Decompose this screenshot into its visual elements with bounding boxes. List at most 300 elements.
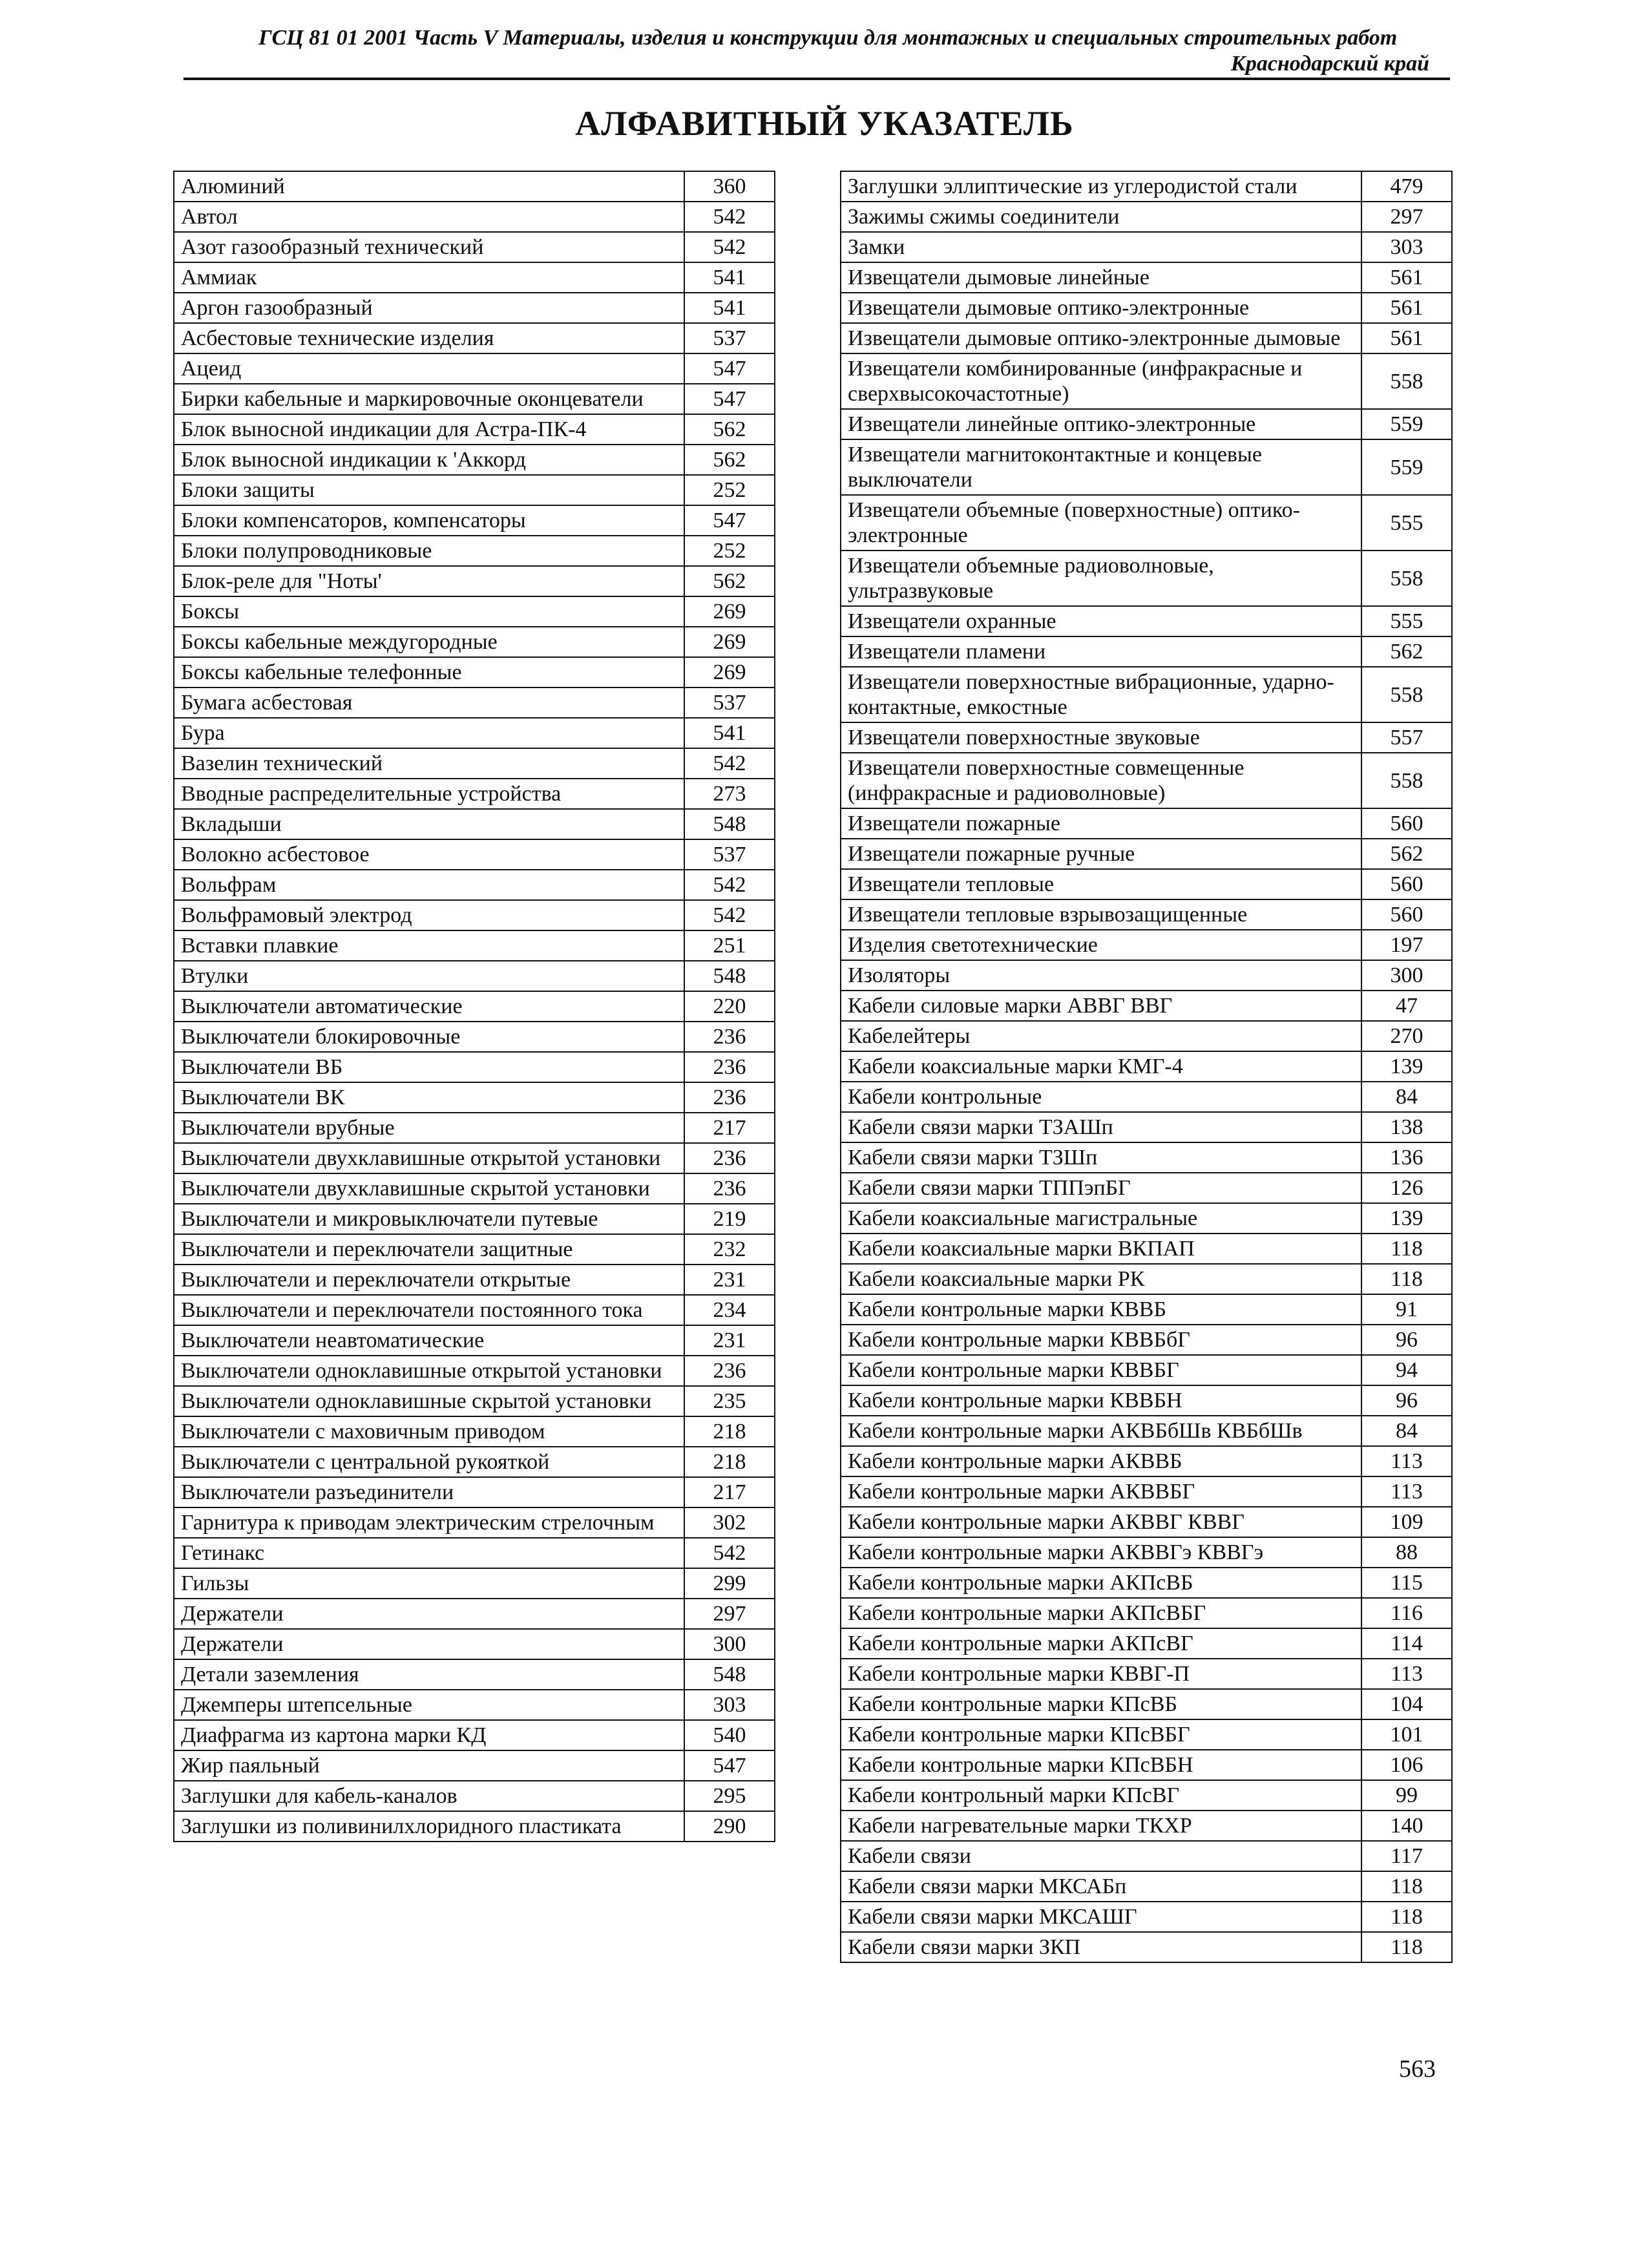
index-entry-page: 558 xyxy=(1361,353,1452,409)
index-row xyxy=(174,688,775,718)
index-entry-page: 113 xyxy=(1361,1446,1452,1476)
index-row xyxy=(841,869,1452,899)
index-entry-name: Извещатели пожарные xyxy=(841,808,1361,839)
index-entry-page: 236 xyxy=(684,1356,775,1386)
index-entry-name: Гетинакс xyxy=(174,1538,684,1568)
index-row xyxy=(174,1599,775,1629)
index-entry-name: Извещатели поверхностные звуковые xyxy=(841,722,1361,753)
index-row xyxy=(841,409,1452,439)
index-entry-name: Кабели связи xyxy=(841,1841,1361,1871)
index-entry-name: Автол xyxy=(174,202,684,232)
index-row xyxy=(841,1659,1452,1689)
index-entry-page: 558 xyxy=(1361,667,1452,722)
index-entry-page: 218 xyxy=(684,1447,775,1477)
index-row xyxy=(841,293,1452,323)
index-entry-page: 303 xyxy=(1361,232,1452,262)
index-entry-name: Выключатели с центральной рукояткой xyxy=(174,1447,684,1477)
header-rule xyxy=(184,78,1450,80)
index-row xyxy=(174,171,775,202)
index-entry-name: Аммиак xyxy=(174,262,684,293)
index-entry-name: Гильзы xyxy=(174,1568,684,1599)
index-entry-page: 236 xyxy=(684,1052,775,1082)
index-entry-page: 139 xyxy=(1361,1051,1452,1082)
index-row xyxy=(174,1356,775,1386)
index-row xyxy=(841,1871,1452,1902)
index-entry-page: 218 xyxy=(684,1416,775,1447)
index-row xyxy=(174,870,775,900)
index-entry-page: 547 xyxy=(684,384,775,414)
index-row xyxy=(174,1234,775,1265)
index-entry-name: Асбестовые технические изделия xyxy=(174,323,684,353)
index-entry-page: 562 xyxy=(684,414,775,445)
index-entry-name: Кабели связи марки ТЗАШп xyxy=(841,1112,1361,1142)
index-row xyxy=(174,232,775,262)
index-entry-page: 557 xyxy=(1361,722,1452,753)
index-entry-page: 84 xyxy=(1361,1082,1452,1112)
index-row xyxy=(841,1082,1452,1112)
index-entry-page: 540 xyxy=(684,1720,775,1750)
index-entry-page: 269 xyxy=(684,596,775,627)
index-row xyxy=(174,384,775,414)
index-entry-page: 140 xyxy=(1361,1811,1452,1841)
index-row xyxy=(174,1538,775,1568)
index-row xyxy=(174,1447,775,1477)
index-entry-page: 300 xyxy=(684,1629,775,1659)
index-entry-name: Заглушки из поливинилхлоридного пластиката xyxy=(174,1811,684,1842)
index-row xyxy=(841,262,1452,293)
index-row xyxy=(174,1781,775,1811)
index-entry-name: Кабели контрольные марки КВВГ-П xyxy=(841,1659,1361,1689)
index-entry-name: Вкладыши xyxy=(174,809,684,839)
index-entry-name: Бумага асбестовая xyxy=(174,688,684,718)
index-entry-page: 138 xyxy=(1361,1112,1452,1142)
index-entry-name: Заглушки для кабель-каналов xyxy=(174,1781,684,1811)
index-row xyxy=(841,667,1452,722)
index-row xyxy=(841,439,1452,495)
index-entry-name: Жир паяльный xyxy=(174,1750,684,1781)
index-entry-name: Блоки компенсаторов, компенсаторы xyxy=(174,505,684,536)
index-entry-name: Извещатели тепловые взрывозащищенные xyxy=(841,899,1361,930)
index-entry-page: 220 xyxy=(684,991,775,1022)
index-entry-name: Держатели xyxy=(174,1629,684,1659)
index-entry-page: 561 xyxy=(1361,323,1452,353)
index-row xyxy=(174,475,775,505)
index-entry-page: 541 xyxy=(684,718,775,748)
index-entry-name: Изоляторы xyxy=(841,960,1361,991)
index-entry-page: 542 xyxy=(684,202,775,232)
index-entry-name: Кабели контрольные марки КВВБ xyxy=(841,1294,1361,1325)
index-row xyxy=(841,1355,1452,1385)
index-entry-page: 542 xyxy=(684,900,775,930)
index-row xyxy=(841,606,1452,636)
index-entry-page: 236 xyxy=(684,1022,775,1052)
index-row xyxy=(174,262,775,293)
index-row xyxy=(174,1173,775,1204)
index-entry-page: 88 xyxy=(1361,1537,1452,1568)
index-entry-name: Вазелин технический xyxy=(174,748,684,779)
index-entry-page: 231 xyxy=(684,1325,775,1356)
index-entry-name: Извещатели тепловые xyxy=(841,869,1361,899)
index-row xyxy=(174,1143,775,1173)
index-row xyxy=(841,1689,1452,1719)
index-entry-page: 562 xyxy=(684,566,775,596)
index-row xyxy=(841,1780,1452,1811)
index-entry-page: 232 xyxy=(684,1234,775,1265)
index-entry-page: 139 xyxy=(1361,1203,1452,1234)
index-entry-name: Кабели контрольные марки АКВВГ КВВГ xyxy=(841,1507,1361,1537)
index-entry-page: 96 xyxy=(1361,1325,1452,1355)
index-entry-name: Диафрагма из картона марки КД xyxy=(174,1720,684,1750)
index-entry-name: Выключатели двухклавишные открытой установки xyxy=(174,1143,684,1173)
index-row xyxy=(841,171,1452,202)
index-entry-name: Блок-реле для "Ноты' xyxy=(174,566,684,596)
index-entry-name: Боксы кабельные телефонные xyxy=(174,657,684,688)
index-row xyxy=(841,1446,1452,1476)
index-row xyxy=(841,1811,1452,1841)
index-entry-name: Кабели связи марки МКСАБп xyxy=(841,1871,1361,1902)
index-entry-page: 560 xyxy=(1361,899,1452,930)
index-entry-page: 252 xyxy=(684,475,775,505)
index-entry-page: 548 xyxy=(684,961,775,991)
index-entry-page: 561 xyxy=(1361,262,1452,293)
index-entry-name: Кабели коаксиальные марки ВКПАП xyxy=(841,1234,1361,1264)
index-row xyxy=(841,1628,1452,1659)
index-row xyxy=(841,1537,1452,1568)
index-entry-page: 118 xyxy=(1361,1932,1452,1962)
index-entry-name: Кабели контрольные марки КВВБбГ xyxy=(841,1325,1361,1355)
index-entry-page: 303 xyxy=(684,1690,775,1720)
index-row xyxy=(174,536,775,566)
index-entry-name: Выключатели и переключатели постоянного тока xyxy=(174,1295,684,1325)
index-entry-page: 561 xyxy=(1361,293,1452,323)
index-entry-page: 114 xyxy=(1361,1628,1452,1659)
index-row xyxy=(841,1416,1452,1446)
index-row xyxy=(174,1568,775,1599)
index-entry-name: Кабели связи марки ТЗШп xyxy=(841,1142,1361,1173)
index-entry-page: 96 xyxy=(1361,1385,1452,1416)
index-entry-page: 295 xyxy=(684,1781,775,1811)
index-entry-page: 99 xyxy=(1361,1780,1452,1811)
index-entry-page: 555 xyxy=(1361,606,1452,636)
index-entry-name: Извещатели комбинированные (инфракрасные и сверхвысокочастотные) xyxy=(841,353,1361,409)
index-entry-name: Блоки полупроводниковые xyxy=(174,536,684,566)
index-row xyxy=(174,323,775,353)
index-entry-page: 109 xyxy=(1361,1507,1452,1537)
index-entry-name: Извещатели пламени xyxy=(841,636,1361,667)
index-row xyxy=(841,1476,1452,1507)
index-row xyxy=(841,1173,1452,1203)
index-entry-name: Выключатели и микровыключатели путевые xyxy=(174,1204,684,1234)
index-entry-name: Детали заземления xyxy=(174,1659,684,1690)
index-row xyxy=(174,1690,775,1720)
index-entry-page: 101 xyxy=(1361,1719,1452,1750)
index-row xyxy=(841,753,1452,808)
index-entry-name: Кабели нагревательные марки ТКХР xyxy=(841,1811,1361,1841)
index-entry-name: Извещатели дымовые оптико-электронные дымовые xyxy=(841,323,1361,353)
index-entry-page: 542 xyxy=(684,1538,775,1568)
index-entry-page: 560 xyxy=(1361,808,1452,839)
index-entry-page: 562 xyxy=(1361,636,1452,667)
index-entry-page: 217 xyxy=(684,1477,775,1507)
index-entry-page: 197 xyxy=(1361,930,1452,960)
index-entry-name: Кабели контрольные xyxy=(841,1082,1361,1112)
index-row xyxy=(841,808,1452,839)
index-row xyxy=(174,1750,775,1781)
index-entry-page: 547 xyxy=(684,505,775,536)
index-entry-name: Выключатели с маховичным приводом xyxy=(174,1416,684,1447)
index-entry-page: 136 xyxy=(1361,1142,1452,1173)
index-entry-name: Выключатели и переключатели открытые xyxy=(174,1265,684,1295)
index-entry-name: Кабели коаксиальные марки КМГ-4 xyxy=(841,1051,1361,1082)
index-entry-name: Извещатели охранные xyxy=(841,606,1361,636)
index-row xyxy=(841,323,1452,353)
index-entry-page: 297 xyxy=(684,1599,775,1629)
index-entry-name: Блок выносной индикации для Астра-ПК-4 xyxy=(174,414,684,445)
index-entry-page: 251 xyxy=(684,930,775,961)
index-entry-page: 558 xyxy=(1361,753,1452,808)
index-entry-page: 236 xyxy=(684,1173,775,1204)
index-table-left xyxy=(173,171,775,1842)
index-entry-name: Блок выносной индикации к 'Аккорд xyxy=(174,445,684,475)
index-entry-name: Боксы xyxy=(174,596,684,627)
index-entry-name: Извещатели объемные (поверхностные) оптико-электронные xyxy=(841,495,1361,551)
index-row xyxy=(174,414,775,445)
index-entry-page: 84 xyxy=(1361,1416,1452,1446)
index-row xyxy=(841,1385,1452,1416)
index-entry-name: Кабели контрольные марки АКВВБ xyxy=(841,1446,1361,1476)
index-entry-page: 269 xyxy=(684,627,775,657)
running-header-region: Краснодарский край xyxy=(1230,52,1429,76)
index-entry-name: Кабели коаксиальные марки РК xyxy=(841,1264,1361,1294)
index-row xyxy=(841,1598,1452,1628)
index-row xyxy=(841,991,1452,1021)
index-entry-name: Извещатели объемные радиоволновые, ультразвуковые xyxy=(841,551,1361,606)
index-entry-name: Кабели контрольные марки КПсВБ xyxy=(841,1689,1361,1719)
index-row xyxy=(174,991,775,1022)
running-header: ГСЦ 81 01 2001 Часть V Материалы, изделия и конструкции для монтажных и специальных строительных работ xyxy=(258,26,1398,50)
index-entry-name: Выключатели ВК xyxy=(174,1082,684,1113)
index-entry-page: 269 xyxy=(684,657,775,688)
index-entry-name: Боксы кабельные междугородные xyxy=(174,627,684,657)
index-entry-page: 117 xyxy=(1361,1841,1452,1871)
index-entry-name: Держатели xyxy=(174,1599,684,1629)
index-entry-name: Кабели контрольные марки АКПсВГ xyxy=(841,1628,1361,1659)
index-entry-page: 548 xyxy=(684,1659,775,1690)
index-entry-name: Азот газообразный технический xyxy=(174,232,684,262)
index-entry-page: 547 xyxy=(684,1750,775,1781)
index-entry-name: Выключатели одноклавишные скрытой установки xyxy=(174,1386,684,1416)
index-entry-name: Извещатели поверхностные совмещенные (инфракрасные и радиоволновые) xyxy=(841,753,1361,808)
index-entry-page: 126 xyxy=(1361,1173,1452,1203)
index-row xyxy=(841,1841,1452,1871)
index-entry-page: 270 xyxy=(1361,1021,1452,1051)
index-row xyxy=(174,1295,775,1325)
index-entry-name: Кабели контрольные марки АКВВБГ xyxy=(841,1476,1361,1507)
index-row xyxy=(174,657,775,688)
index-entry-page: 252 xyxy=(684,536,775,566)
index-entry-page: 231 xyxy=(684,1265,775,1295)
index-entry-name: Кабелейтеры xyxy=(841,1021,1361,1051)
index-entry-name: Кабели силовые марки АВВГ ВВГ xyxy=(841,991,1361,1021)
index-entry-name: Кабели контрольные марки КВВБГ xyxy=(841,1355,1361,1385)
index-entry-name: Выключатели ВБ xyxy=(174,1052,684,1082)
index-row xyxy=(174,1325,775,1356)
index-row xyxy=(841,202,1452,232)
index-row xyxy=(841,1051,1452,1082)
index-entry-name: Вводные распределительные устройства xyxy=(174,779,684,809)
index-entry-page: 297 xyxy=(1361,202,1452,232)
index-row xyxy=(841,930,1452,960)
index-entry-page: 118 xyxy=(1361,1902,1452,1932)
index-row xyxy=(174,1082,775,1113)
index-entry-page: 479 xyxy=(1361,171,1452,202)
index-row xyxy=(841,495,1452,551)
index-entry-page: 537 xyxy=(684,688,775,718)
index-row xyxy=(841,1568,1452,1598)
index-entry-name: Извещатели линейные оптико-электронные xyxy=(841,409,1361,439)
index-entry-name: Выключатели и переключатели защитные xyxy=(174,1234,684,1265)
index-row xyxy=(841,1294,1452,1325)
index-entry-name: Кабели контрольные марки АКПсВБ xyxy=(841,1568,1361,1598)
index-row xyxy=(174,1265,775,1295)
index-entry-page: 118 xyxy=(1361,1264,1452,1294)
index-row xyxy=(841,1142,1452,1173)
index-row xyxy=(174,809,775,839)
index-entry-name: Вольфрамовый электрод xyxy=(174,900,684,930)
index-table-right xyxy=(840,171,1453,1963)
index-entry-name: Кабели контрольные марки КПсВБГ xyxy=(841,1719,1361,1750)
page-title: АЛФАВИТНЫЙ УКАЗАТЕЛЬ xyxy=(575,104,1074,143)
index-entry-name: Выключатели двухклавишные скрытой установки xyxy=(174,1173,684,1204)
index-entry-name: Кабели контрольные марки АКВВГэ КВВГэ xyxy=(841,1537,1361,1568)
index-entry-page: 91 xyxy=(1361,1294,1452,1325)
index-entry-page: 115 xyxy=(1361,1568,1452,1598)
index-row xyxy=(174,900,775,930)
index-entry-name: Кабели контрольные марки КВВБН xyxy=(841,1385,1361,1416)
index-entry-page: 562 xyxy=(1361,839,1452,869)
index-row xyxy=(174,961,775,991)
index-entry-name: Заглушки эллиптические из углеродистой стали xyxy=(841,171,1361,202)
index-row xyxy=(841,1719,1452,1750)
index-entry-page: 541 xyxy=(684,262,775,293)
index-row xyxy=(174,596,775,627)
index-entry-page: 542 xyxy=(684,870,775,900)
index-row xyxy=(841,899,1452,930)
index-entry-name: Выключатели одноклавишные открытой установки xyxy=(174,1356,684,1386)
index-entry-name: Изделия светотехнические xyxy=(841,930,1361,960)
index-entry-page: 104 xyxy=(1361,1689,1452,1719)
index-entry-name: Выключатели блокировочные xyxy=(174,1022,684,1052)
index-entry-page: 236 xyxy=(684,1143,775,1173)
index-entry-name: Кабели связи марки ЗКП xyxy=(841,1932,1361,1962)
index-entry-page: 235 xyxy=(684,1386,775,1416)
index-entry-name: Извещатели пожарные ручные xyxy=(841,839,1361,869)
index-entry-page: 537 xyxy=(684,839,775,870)
index-entry-page: 542 xyxy=(684,232,775,262)
index-entry-page: 47 xyxy=(1361,991,1452,1021)
index-entry-name: Выключатели неавтоматические xyxy=(174,1325,684,1356)
index-entry-page: 106 xyxy=(1361,1750,1452,1780)
index-row xyxy=(174,1052,775,1082)
index-row xyxy=(174,353,775,384)
index-entry-page: 559 xyxy=(1361,409,1452,439)
index-entry-page: 555 xyxy=(1361,495,1452,551)
index-row xyxy=(174,779,775,809)
index-entry-page: 299 xyxy=(684,1568,775,1599)
index-row xyxy=(174,1204,775,1234)
index-entry-page: 236 xyxy=(684,1082,775,1113)
index-row xyxy=(174,1386,775,1416)
index-entry-page: 542 xyxy=(684,748,775,779)
index-entry-name: Алюминий xyxy=(174,171,684,202)
index-row xyxy=(174,930,775,961)
index-entry-name: Выключатели автоматические xyxy=(174,991,684,1022)
index-entry-name: Кабели контрольные марки АКПсВБГ xyxy=(841,1598,1361,1628)
index-entry-page: 273 xyxy=(684,779,775,809)
index-entry-name: Аргон газообразный xyxy=(174,293,684,323)
index-row xyxy=(841,1203,1452,1234)
index-row xyxy=(174,748,775,779)
index-row xyxy=(174,1659,775,1690)
index-entry-name: Выключатели врубные xyxy=(174,1113,684,1143)
index-row xyxy=(174,1720,775,1750)
index-row xyxy=(174,202,775,232)
index-entry-page: 116 xyxy=(1361,1598,1452,1628)
index-entry-page: 290 xyxy=(684,1811,775,1842)
index-entry-page: 537 xyxy=(684,323,775,353)
index-entry-name: Кабели контрольные марки КПсВБН xyxy=(841,1750,1361,1780)
index-row xyxy=(174,627,775,657)
index-entry-page: 219 xyxy=(684,1204,775,1234)
index-entry-page: 548 xyxy=(684,809,775,839)
page-number: 563 xyxy=(1399,2055,1436,2083)
index-entry-name: Зажимы сжимы соединители xyxy=(841,202,1361,232)
index-row xyxy=(841,1264,1452,1294)
index-entry-page: 562 xyxy=(684,445,775,475)
index-entry-page: 217 xyxy=(684,1113,775,1143)
index-row xyxy=(841,1507,1452,1537)
index-row xyxy=(174,1416,775,1447)
index-entry-name: Извещатели дымовые оптико-электронные xyxy=(841,293,1361,323)
index-entry-name: Блоки защиты xyxy=(174,475,684,505)
index-entry-name: Извещатели дымовые линейные xyxy=(841,262,1361,293)
index-entry-page: 113 xyxy=(1361,1476,1452,1507)
index-row xyxy=(174,1022,775,1052)
index-row xyxy=(174,505,775,536)
index-row xyxy=(841,1750,1452,1780)
index-entry-name: Бура xyxy=(174,718,684,748)
index-entry-page: 558 xyxy=(1361,551,1452,606)
index-row xyxy=(174,293,775,323)
index-row xyxy=(174,445,775,475)
index-entry-page: 94 xyxy=(1361,1355,1452,1385)
index-entry-name: Втулки xyxy=(174,961,684,991)
index-row xyxy=(174,839,775,870)
index-entry-name: Кабели связи марки МКСАШГ xyxy=(841,1902,1361,1932)
index-row xyxy=(841,1112,1452,1142)
index-row xyxy=(841,232,1452,262)
index-entry-page: 302 xyxy=(684,1507,775,1538)
index-row xyxy=(841,353,1452,409)
index-entry-page: 118 xyxy=(1361,1234,1452,1264)
index-entry-name: Извещатели поверхностные вибрационные, ударно-контактные, емкостные xyxy=(841,667,1361,722)
index-entry-page: 300 xyxy=(1361,960,1452,991)
index-entry-page: 360 xyxy=(684,171,775,202)
index-entry-name: Кабели контрольные марки АКВБбШв КВБбШв xyxy=(841,1416,1361,1446)
index-row xyxy=(174,718,775,748)
index-entry-name: Вольфрам xyxy=(174,870,684,900)
index-entry-name: Кабели коаксиальные магистральные xyxy=(841,1203,1361,1234)
